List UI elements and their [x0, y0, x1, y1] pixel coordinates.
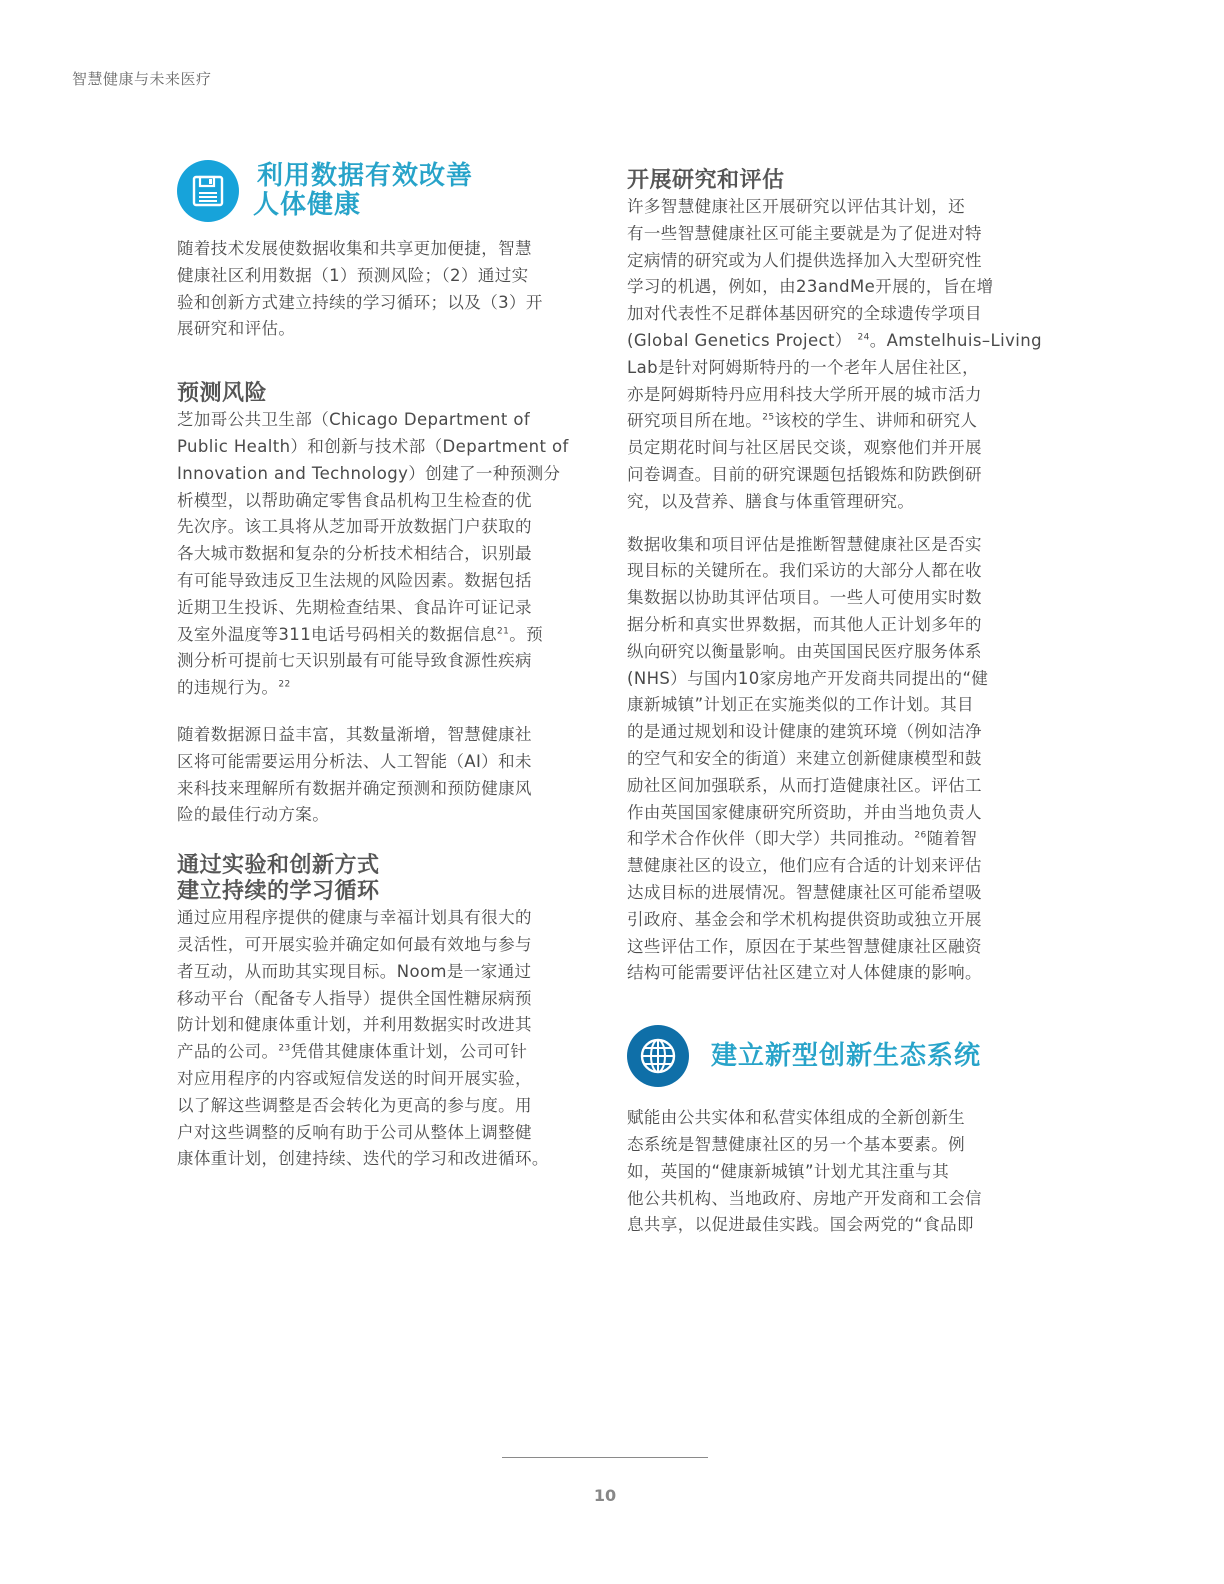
text-line: 励社区间加强联系，从而打造健康社区。评估工: [627, 775, 982, 795]
text-line: 这些评估工作，原因在于某些智慧健康社区融资: [627, 936, 982, 956]
text-run: 的违规行为。: [177, 678, 279, 698]
text-line: 的是通过规划和设计健康的建筑环境（例如洁净: [627, 722, 982, 742]
text-run: 及室外温度等311电话号码相关的数据信息: [177, 624, 497, 644]
footnote-ref: 22: [278, 679, 291, 690]
text-line: 者互动，从而助其实现目标。Noom是一家通过: [177, 961, 532, 981]
text-line: [627, 826, 1039, 853]
text-line: 员定期花时间与社区居民交谈，观察他们并开展: [627, 438, 982, 458]
globe-icon: [627, 1025, 689, 1087]
section-header-ecosystem: [627, 1025, 1039, 1087]
text-run: 。Amstelhuis–Living: [869, 330, 1042, 350]
left-column: [177, 160, 589, 1173]
text-line: 验和创新方式建立持续的学习循环；以及（3）开: [177, 292, 543, 312]
text-line: 态系统是智慧健康社区的另一个基本要素。例: [627, 1134, 965, 1154]
text-run: 凭借其健康体重计划，公司可针: [290, 1042, 528, 1062]
text-line: 对应用程序的内容或短信发送的时间开展实验，: [177, 1068, 532, 1088]
text-run: 产品的公司。: [177, 1042, 279, 1062]
text-line: 康新城镇”计划正在实施类似的工作计划。其目: [627, 695, 974, 715]
text-line: 有一些智慧健康社区可能主要就是为了促进对特: [627, 223, 982, 243]
text-line: 户对这些调整的反响有助于公司从整体上调整健: [177, 1122, 532, 1142]
section-header-data: [177, 160, 589, 222]
text-run: 研究项目所在地。: [627, 411, 763, 431]
text-line: 集数据以协助其评估项目。一些人可使用实时数: [627, 588, 982, 608]
text-line: 学习的机遇，例如，由23andMe开展的，旨在增: [627, 277, 994, 297]
text-line: 据分析和真实世界数据，而其他人正计划多年的: [627, 614, 982, 634]
text-line: 如，英国的“健康新城镇”计划尤其注重与其: [627, 1161, 950, 1181]
ecosystem-paragraph: [627, 1105, 1039, 1239]
running-header: 智慧健康与未来医疗: [72, 70, 212, 88]
text-line: 析模型，以帮助确定零售食品机构卫生检查的优: [177, 490, 532, 510]
text-line: 他公共机构、当地政府、房地产开发商和工会信: [627, 1188, 982, 1208]
intro-paragraph: [177, 236, 589, 343]
text-line: [177, 675, 589, 702]
text-line: [627, 328, 1042, 355]
text-line: Innovation and Technology）创建了一种预测分: [177, 463, 561, 483]
predict-paragraph: [177, 407, 589, 702]
text-line: 慧健康社区的设立，他们应有合适的计划来评估: [627, 856, 982, 876]
text-line: 近期卫生投诉、先期检查结果、食品许可证记录: [177, 597, 532, 617]
title-line: 人体健康: [253, 190, 362, 220]
learning-loop-paragraph: [177, 905, 589, 1173]
text-line: 以了解这些调整是否会转化为更高的参与度。用: [177, 1095, 532, 1115]
text-line: 测分析可提前七天识别最有可能导致食源性疾病: [177, 651, 532, 671]
text-line: 许多智慧健康社区开展研究以评估其计划，还: [627, 197, 965, 216]
subheading-learning-loop: [177, 853, 589, 905]
footnote-ref: 21: [497, 626, 510, 637]
text-line: 亦是阿姆斯特丹应用科技大学所开展的城市活力: [627, 384, 982, 404]
section-title: [711, 1042, 981, 1071]
text-line: [627, 408, 1039, 435]
text-line: 现目标的关键所在。我们采访的大部分人都在收: [627, 561, 982, 581]
text-line: 防计划和健康体重计划，并利用数据实时改进其: [177, 1015, 532, 1035]
text-line: 健康社区利用数据（1）预测风险；（2）通过实: [177, 265, 529, 285]
text-line: 先次序。该工具将从芝加哥开放数据门户获取的: [177, 517, 532, 537]
text-line: Public Health）和创新与技术部（Department of: [177, 436, 569, 456]
text-line: 灵活性，可开展实验并确定如何最有效地与参与: [177, 934, 532, 954]
text-line: 区将可能需要运用分析法、人工智能（AI）和未: [177, 751, 532, 771]
text-line: 各大城市数据和复杂的分析技术相结合，识别最: [177, 544, 532, 564]
text-line: 随着数据源日益丰富，其数量渐增，智慧健康社: [177, 724, 532, 744]
text-run: 和学术合作伙伴（即大学）共同推动。: [627, 829, 915, 849]
text-line: 险的最佳行动方案。: [177, 805, 330, 825]
subheading-research: 开展研究和评估: [627, 168, 785, 193]
text-line: 来科技来理解所有数据并确定预测和预防健康风: [177, 778, 532, 798]
text-line: 达成目标的进展情况。智慧健康社区可能希望吸: [627, 882, 982, 902]
footnote-ref: 24: [857, 332, 870, 343]
footnote-ref: 26: [914, 830, 927, 841]
text-line: 结构可能需要评估社区建立对人体健康的影响。: [627, 963, 982, 983]
text-line: Lab是针对阿姆斯特丹的一个老年人居住社区，: [627, 357, 980, 377]
text-line: 有可能导致违反卫生法规的风险因素。数据包括: [177, 570, 532, 590]
subheading-predict: 预测风险: [177, 381, 268, 407]
section-title: [253, 161, 474, 220]
evaluation-paragraph: [627, 532, 1039, 988]
text-line: 随着技术发展使数据收集和共享更加便捷，智慧: [177, 239, 532, 258]
page-number: 10: [593, 1486, 617, 1505]
text-run: 。预: [509, 624, 544, 644]
text-line: 展研究和评估。: [177, 319, 296, 339]
title-line: 建立新型创新生态系统: [711, 1040, 982, 1071]
heading-line: 建立持续的学习循环: [177, 879, 380, 905]
footer-divider: [502, 1457, 708, 1458]
text-line: 芝加哥公共卫生部（Chicago Department of: [177, 410, 531, 430]
text-line: 纵向研究以衡量影响。由英国国民医疗服务体系: [627, 641, 982, 661]
text-line: 定病情的研究或为人们提供选择加入大型研究性: [627, 250, 982, 270]
text-line: 作由英国国家健康研究所资助，并由当地负责人: [627, 802, 982, 822]
text-line: 通过应用程序提供的健康与幸福计划具有很大的: [177, 908, 532, 928]
text-line: 赋能由公共实体和私营实体组成的全新创新生: [627, 1108, 965, 1128]
text-line: 加对代表性不足群体基因研究的全球遗传学项目: [627, 304, 982, 324]
text-line: 数据收集和项目评估是推断智慧健康社区是否实: [627, 534, 982, 554]
text-line: 问卷调查。目前的研究课题包括锻炼和防跌倒研: [627, 464, 982, 484]
text-line: [177, 1039, 589, 1066]
text-line: 息共享，以促进最佳实践。国会两党的“食品即: [627, 1215, 974, 1235]
text-line: [177, 622, 589, 649]
heading-line: 通过实验和创新方式: [177, 853, 380, 879]
text-line: 的空气和安全的街道）来建立创新健康模型和鼓: [627, 748, 982, 768]
text-run: 随着智: [926, 829, 978, 849]
text-line: (NHS）与国内10家房地产开发商共同提出的“健: [627, 668, 989, 688]
text-line: 康体重计划，创建持续、迭代的学习和改进循环。: [177, 1149, 549, 1169]
footnote-ref: 25: [762, 412, 775, 423]
text-line: 移动平台（配备专人指导）提供全国性糖尿病预: [177, 988, 532, 1008]
text-run: (Global Genetics Project）: [627, 330, 852, 350]
text-line: 引政府、基金会和学术机构提供资助或独立开展: [627, 909, 982, 929]
data-sources-paragraph: [177, 722, 589, 829]
footnote-ref: 23: [278, 1043, 291, 1054]
title-line: 利用数据有效改善: [257, 161, 474, 191]
right-column: [627, 164, 1042, 1239]
text-run: 该校的学生、讲师和研究人: [774, 411, 978, 431]
text-line: 究，以及营养、膳食与体重管理研究。: [627, 491, 915, 511]
research-paragraph: [627, 194, 1042, 516]
floppy-disk-icon: [177, 160, 239, 222]
